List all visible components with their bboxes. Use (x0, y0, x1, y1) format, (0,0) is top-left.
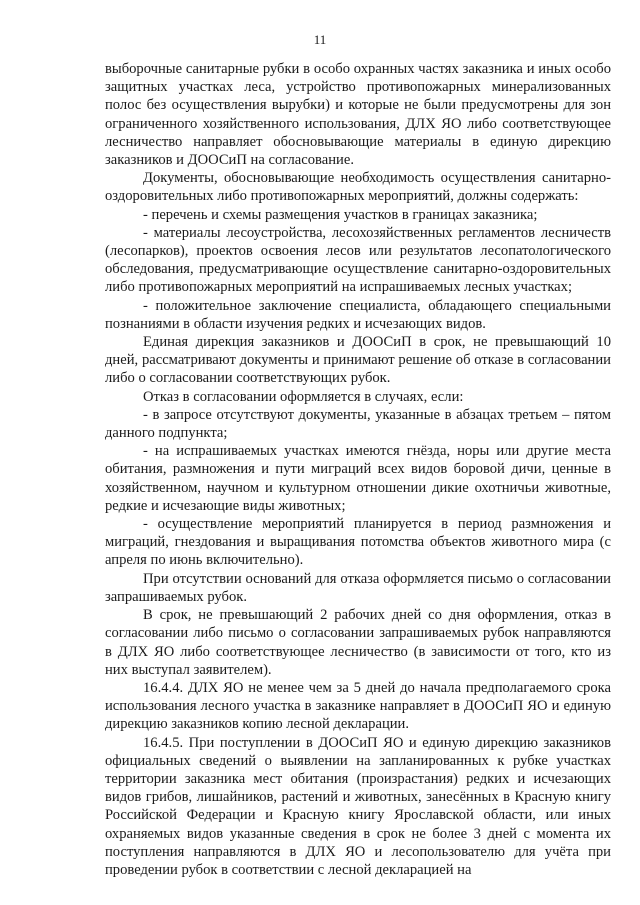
document-body (105, 60, 611, 879)
list-item-1: - перечень и схемы размещения участков в границах заказника; (143, 206, 538, 223)
paragraph-4: Отказ в согласовании оформляется в случаях, если: (143, 388, 464, 405)
list-item-6: - осуществление мероприятий планируется в период размножения и миграций, гнездования и выращивания потомства объектов животного мира (с апреля по июнь включительно). (105, 516, 611, 569)
page-number: 11 (313, 32, 327, 47)
paragraph-6: В срок, не превышающий 2 рабочих дней со дня оформления, отказ в согласовании либо письмо о согласовании запрашиваемых рубок направляются в ДЛХ ЯО либо соответствующее лесничество (в зависимости от того, кто из них выступал заявителем). (105, 607, 611, 678)
paragraph-3: Единая дирекция заказников и ДООСиП в срок, не превышающий 10 дней, рассматривают документы и принимают решение об отказе в согласовании либо о согласовании соответствующих рубок. (105, 334, 611, 387)
clause-16-4-4: 16.4.4. ДЛХ ЯО не менее чем за 5 дней до начала предполагаемого срока использования лесного участка в заказнике направляет в ДООСиП ЯО и единую дирекцию заказников копию лесной декларации. (105, 679, 611, 733)
paragraph-1: выборочные санитарные рубки в особо охранных частях заказника и иных особо защитных участках леса, устройство противопожарных минерализованных полос без осуществления вырубки) и которые не были предусмотрены для зон ограниченного хозяйственного использования, ДЛХ ЯО либо соответствующее лесничество направляет обосновывающие материалы в единую дирекцию заказников и ДООСиП на согласование. (105, 61, 611, 169)
paragraph-2: Документы, обосновывающие необходимость осуществления санитарно-оздоровительных либо противопожарных мероприятий, должны содержать: (105, 170, 611, 205)
list-item-5: - на испрашиваемых участках имеются гнёзда, норы или другие места обитания, размножения и пути миграций всех видов боровой дичи, ценные в хозяйственном, научном и культурном отношении дикие охотничьи животные, редкие и исчезающие виды животных; (105, 443, 611, 514)
list-item-2: - материалы лесоустройства, лесохозяйственных регламентов лесничеств (лесопарков), проектов освоения лесов или результатов лесопатологического обследования, предусматривающие осуществление санитарно-оздоровительных либо противопожарных мероприятий на испрашиваемых лесных участках; (105, 224, 611, 296)
list-item-3: - положительное заключение специалиста, обладающего специальными познаниями в области изучения редких и исчезающих видов. (105, 297, 611, 332)
paragraph-5: При отсутствии оснований для отказа оформляется письмо о согласовании запрашиваемых рубок. (105, 570, 611, 605)
clause-16-4-5: 16.4.5. При поступлении в ДООСиП ЯО и единую дирекцию заказников официальных сведений о выявлении на запланированных к рубке участках территории заказника мест обитания (произрастания) редких и исчезающих видов грибов, лишайников, растений и животных, занесённых в Красную книгу Российской Федерации и Красную книгу Ярославской области, или иных охраняемых видов указанные сведения в срок не более 3 дней с момента их поступления направляются в ДЛХ ЯО и лесопользователю для учёта при проведении рубок в соответствии с лесной декларацией на (105, 734, 611, 878)
list-item-4: - в запросе отсутствуют документы, указанные в абзацах третьем – пятом данного подпункта; (105, 406, 611, 442)
